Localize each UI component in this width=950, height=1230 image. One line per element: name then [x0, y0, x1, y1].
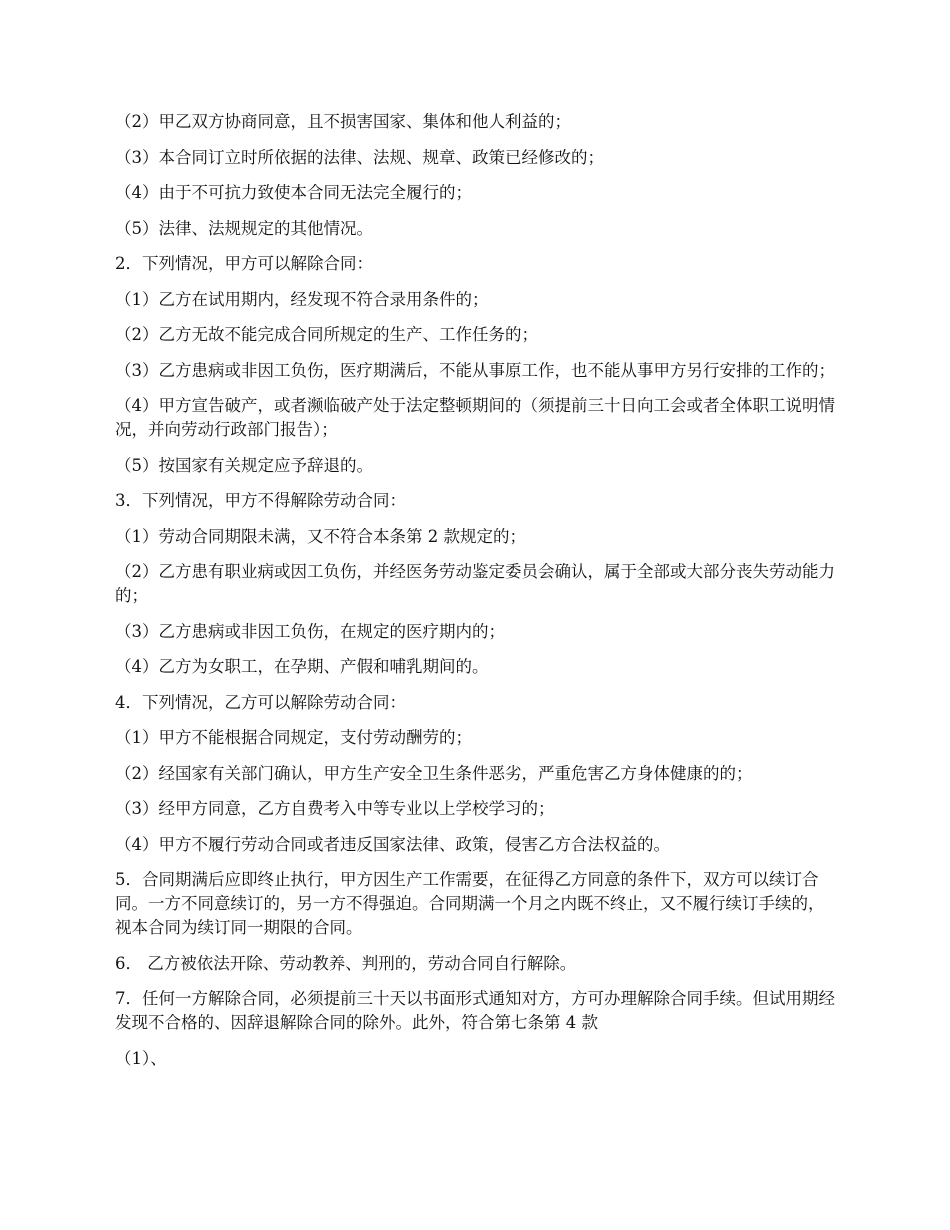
paragraph: （1）、	[115, 1048, 167, 1068]
paragraph: 5．合同期满后应即终止执行，甲方因生产工作需要，在征得乙方同意的条件下，双方可以续订合同。一方不同意续订的，另一方不得强迫。合同期满一个月之内既不终止，又不履行续订手续的，视本合同为续订同一期限的合同。	[115, 870, 825, 937]
paragraph: （2）乙方无故不能完成合同所规定的生产、工作任务的；	[115, 325, 538, 344]
paragraph: （4）乙方为女职工，在孕期、产假和哺乳期间的。	[115, 657, 489, 676]
paragraph: （3）经甲方同意，乙方自费考入中等专业以上学校学习的；	[115, 799, 555, 818]
paragraph: （4）甲方不履行劳动合同或者违反国家法律、政策，侵害乙方合法权益的。	[115, 834, 670, 854]
paragraph: 6． 乙方被依法开除、劳动教养、判刑的，劳动合同自行解除。	[115, 953, 577, 973]
paragraph: （2）经国家有关部门确认，甲方生产安全卫生条件恶劣，严重危害乙方身体健康的的；	[115, 763, 753, 783]
paragraph: （4）由于不可抗力致使本合同无法完全履行的；	[115, 183, 472, 202]
paragraph: （2）乙方患有职业病或因工负伤，并经医务劳动鉴定委员会确认，属于全部或大部分丧失劳动能力的；	[115, 562, 835, 605]
paragraph: 7．任何一方解除合同，必须提前三十天以书面形式通知对方，方可办理解除合同手续。但试用期经发现不合格的、因辞退解除合同的除外。此外，符合第七条第 4 款	[115, 989, 835, 1032]
paragraph: （5）法律、法规规定的其他情况。	[115, 218, 373, 238]
paragraph: （2）甲乙双方协商同意，且不损害国家、集体和他人利益的；	[115, 112, 571, 131]
paragraph: （3）乙方患病或非因工负伤，医疗期满后，不能从事原工作，也不能从事甲方另行安排的工作的；	[115, 360, 835, 380]
section-heading: 4．下列情况，乙方可以解除劳动合同：	[115, 692, 406, 712]
paragraph: （1）甲方不能根据合同规定，支付劳动酬劳的；	[115, 728, 472, 747]
paragraph: （4）甲方宣告破产，或者濒临破产处于法定整顿期间的（须提前三十日向工会或者全体职工说明情况，并向劳动行政部门报告）；	[115, 396, 835, 439]
paragraph: （1）乙方在试用期内，经发现不符合录用条件的；	[115, 289, 489, 309]
paragraph: （5）按国家有关规定应予辞退的。	[115, 455, 373, 475]
paragraph: （1）劳动合同期限未满，又不符合本条第 2 款规定的；	[115, 526, 526, 546]
document-body	[115, 110, 840, 1082]
section-heading: 2．下列情况，甲方可以解除合同：	[115, 254, 373, 273]
paragraph: （3）乙方患病或非因工负伤，在规定的医疗期内的；	[115, 621, 505, 641]
section-heading: 3．下列情况，甲方不得解除劳动合同：	[115, 491, 406, 510]
paragraph: （3）本合同订立时所依据的法律、法规、规章、政策已经修改的；	[115, 147, 604, 167]
